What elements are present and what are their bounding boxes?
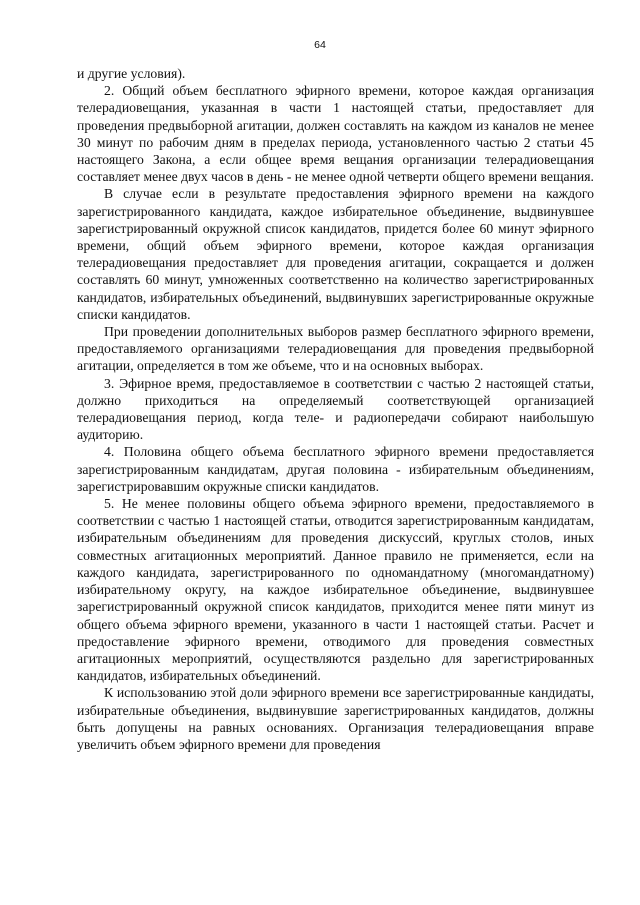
paragraph-additional-elections: При проведении дополнительных выборов размер бесплатного эфирного времени, предоставляемого организациями телерадиовещания для проведения предвыборной агитации, определяется в том же объеме, что и на основных выборах. — [77, 324, 594, 374]
paragraph-part-5: 5. Не менее половины общего объема эфирного времени, предоставляемого в соответствии с частью 1 настоящей статьи, отводится зарегистрированным кандидатам, избирательным объединениям для проведения дискуссий, круглых столов, иных совместных агитационных мероприятий. Данное правило не применяется, если на каждого кандидата, зарегистрированного по одномандатному (многомандатному) избирательному округу, на каждое избирательное объединение, выдвинувшее зарегистрированный окружной список кандидатов, приходится менее пяти минут из общего объема эфирного времени, указанного в части 1 настоящей статьи. Расчет и предоставление эфирного времени, отводимого для проведения совместных агитационных мероприятий, осуществляются раздельно для зарегистрированных кандидатов, избирательных объединений. — [77, 496, 594, 684]
paragraph-part-4: 4. Половина общего объема бесплатного эфирного времени предоставляется зарегистрированным кандидатам, другая половина - избирательным объединениям, зарегистрировавшим окружные списки кандидатов. — [77, 444, 594, 494]
paragraph-part-3: 3. Эфирное время, предоставляемое в соответствии с частью 2 настоящей статьи, должно приходиться на определяемый соответствующей организацией телерадиовещания период, когда теле- и радиопередачи собирают наибольшую аудиторию. — [77, 375, 594, 443]
paragraph-equal-access: К использованию этой доли эфирного времени все зарегистрированные кандидаты, избирательные объединения, выдвинувшие зарегистрированных кандидатов, должны быть допущены на равных основаниях. Организация телерадиовещания вправе увеличить объем эфирного времени для проведения — [77, 685, 594, 752]
paragraph-continuation: и другие условия). — [77, 66, 186, 81]
page-number: 64 — [314, 39, 326, 51]
paragraph-part-2: 2. Общий объем бесплатного эфирного времени, которое каждая организация телерадиовещания, указанная в части 1 настоящей статьи, предоставляет для проведения предвыборной агитации, должен составлять на каждом из каналов не менее 30 минут по рабочим дням в пределах периода, установленного частью 2 статьи 45 настоящего Закона, а если общее время вещания организации телерадиовещания составляет менее двух часов в день - не менее одной четверти общего времени вещания. — [77, 83, 594, 185]
paragraph-reduction-rule: В случае если в результате предоставления эфирного времени на каждого зарегистрированного кандидата, каждое избирательное объединение, выдвинувшее зарегистрированный окружной список кандидатов, придется более 60 минут эфирного времени, общий объем эфирного времени, которое каждая организация телерадиовещания предоставляет для проведения агитации, сокращается и должен составлять 60 минут, умноженных соответственно на количество зарегистрированных кандидатов, избирательных объединений, выдвинувших зарегистрированные окружные списки кандидатов. — [77, 186, 594, 322]
document-body — [77, 65, 594, 753]
